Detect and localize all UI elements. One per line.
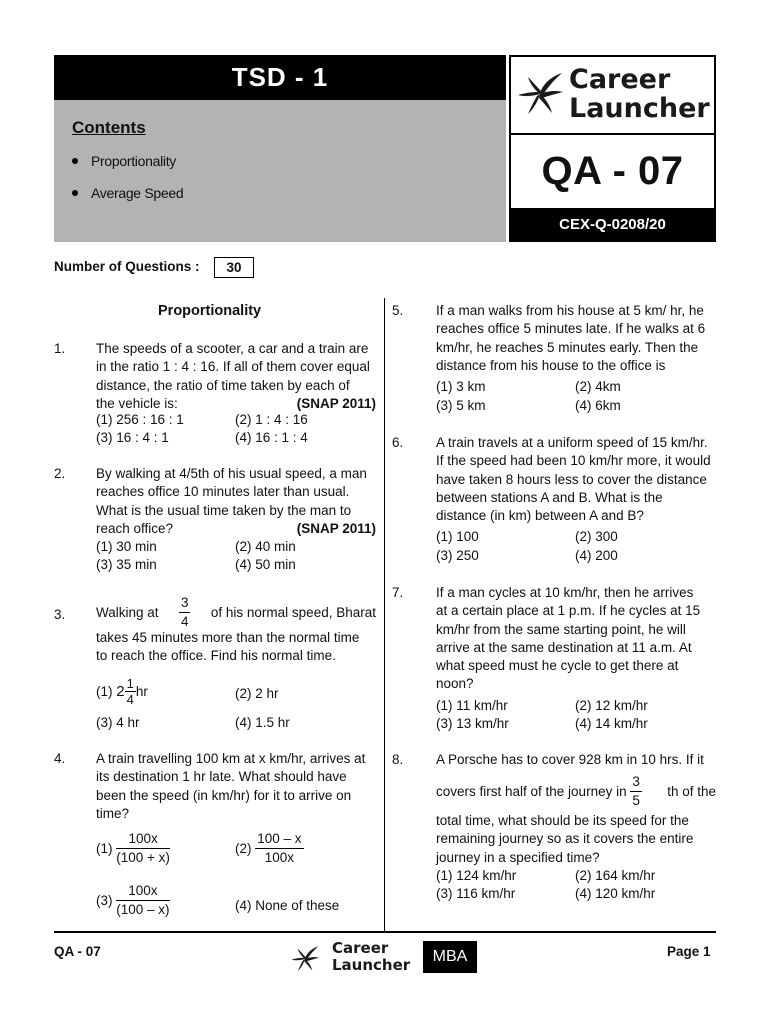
question-2: By walking at 4/5th of his usual speed, a man reaches office 10 minutes later than usual. What is the usual time taken by the man to reach office? (SNAP 2011) [96, 465, 376, 538]
option: (4) None of these [235, 898, 340, 913]
question-number: 1. [54, 341, 66, 356]
num-questions-value: 30 [214, 257, 254, 278]
question-number: 5. [392, 303, 404, 318]
footer-divider [54, 931, 716, 933]
fraction: $\frac{100x}{(100 + x)}$ [116, 831, 170, 865]
fraction: $\frac{3}{5}$ [632, 774, 640, 809]
logo-text-launcher: Launcher [569, 93, 710, 124]
option: (1) $\frac{100x}{(100 + x)}$ [96, 831, 170, 865]
question-8: A Porsche has to cover 928 km in 10 hrs. If it [436, 752, 704, 767]
document-code: CEX-Q-0208/20 [559, 216, 666, 233]
question-1: The speeds of a scooter, a car and a train are in the ratio 1 : 4 : 16. If all of them cover equal distance, the ratio of time taken by each of the vehicle is: (SNAP 2011) [96, 340, 376, 413]
source-tag: (SNAP 2011) [296, 395, 376, 411]
option: (2) 2 hr [235, 686, 279, 701]
option: (3) 4 hr [96, 715, 140, 730]
bullet-icon [72, 190, 78, 196]
contents-heading: Contents [72, 118, 146, 137]
option: (3) 116 km/hr [436, 886, 516, 901]
question-number: 3. [54, 607, 66, 622]
career-launcher-logo-icon [516, 71, 564, 117]
option: (4) 16 : 1 : 4 [235, 430, 308, 445]
fraction: $\frac{1}{4}$ [126, 676, 134, 707]
option: (2) 164 km/hr [575, 868, 656, 883]
career-launcher-logo-icon [290, 945, 320, 973]
module-code: QA - 07 [511, 135, 714, 208]
option: (4) 120 km/hr [575, 886, 656, 901]
column-divider [384, 298, 385, 931]
option: (1) 256 : 16 : 1 [96, 412, 184, 427]
option: (1) 3 km [436, 379, 486, 394]
option: (3) $\frac{100x}{(100 - x)}$ [96, 883, 170, 917]
option: (2) 1 : 4 : 16 [235, 412, 308, 427]
option: (2) 40 min [235, 539, 296, 554]
bullet-icon [72, 158, 78, 164]
option: (2) 4km [575, 379, 621, 394]
option: (4) 6km [575, 398, 621, 413]
option: (3) 5 km [436, 398, 486, 413]
logo-text-career: Career [569, 64, 671, 95]
option: (1) 11 km/hr [436, 698, 508, 713]
option: (1) 2 $\frac{1}{4}$ hr [96, 676, 148, 707]
question-3: Walking at $\frac{3}{4}$ of his normal speed, Bharat [96, 594, 376, 632]
page-title: TSD - 1 [54, 55, 506, 100]
option: (3) 13 km/hr [436, 716, 509, 731]
logo [511, 57, 714, 133]
question-6: A train travels at a uniform speed of 15 km/hr. If the speed had been 10 km/hr more, it would have taken 8 hours less to cover the distance between stations A and B. What is the distance (in km) between A and B? [436, 435, 711, 524]
fraction: $\frac{100x}{(100 - x)}$ [116, 883, 170, 917]
mba-badge: MBA [423, 941, 477, 973]
option: (2) 300 [575, 529, 618, 544]
footer-module-code: QA - 07 [54, 944, 101, 959]
option: (2) $\frac{100 - x}{100x}$ [235, 831, 302, 865]
question-5: If a man walks from his house at 5 km/ hr, he reaches office 5 minutes late. If he walks at 6 km/hr, he reaches 5 minutes early. Then the distance from his house to the office is [436, 303, 706, 373]
logo-text-career: Career [332, 939, 389, 957]
fraction: $\frac{3}{4}$ [180, 595, 189, 630]
question-3-cont: takes 45 minutes more than the normal time to reach the office. Find his normal time. [96, 630, 360, 664]
option: (3) 250 [436, 548, 479, 563]
footer-logo [290, 940, 420, 976]
contents-item: Proportionality [72, 153, 176, 169]
option: (4) 14 km/hr [575, 716, 648, 731]
num-questions-label: Number of Questions : [54, 259, 200, 274]
contents-item: Average Speed [72, 185, 183, 201]
option: (4) 1.5 hr [235, 715, 290, 730]
fraction: $\frac{100 - x}{100x}$ [257, 831, 302, 865]
option: (3) 35 min [96, 557, 157, 572]
question-number: 2. [54, 466, 66, 481]
source-tag: (SNAP 2011) [296, 520, 376, 536]
question-number: 4. [54, 751, 66, 766]
question-number: 7. [392, 585, 404, 600]
question-8-fraction-line: covers first half of the journey in $\frac{3}{5}$ th of the [436, 773, 716, 811]
question-8-cont: total time, what should be its speed for the remaining journey so as it covers the entire journey in a specified time? [436, 813, 694, 865]
option: (3) 16 : 4 : 1 [96, 430, 169, 445]
option: (4) 50 min [235, 557, 296, 572]
page-number: Page 1 [667, 944, 711, 959]
option: (1) 30 min [96, 539, 157, 554]
question-7: If a man cycles at 10 km/hr, then he arrives at a certain place at 1 p.m. If he cycles at 15 km/hr from the same starting point, he will arrive at the same destination at 11 a.m. At what speed must he cycle to get there at noon? [436, 585, 701, 692]
question-number: 6. [392, 435, 404, 450]
question-number: 8. [392, 752, 404, 767]
option: (1) 124 km/hr [436, 868, 517, 883]
section-title: Proportionality [158, 303, 262, 319]
option: (1) 100 [436, 529, 479, 544]
option: (2) 12 km/hr [575, 698, 648, 713]
logo-text-launcher: Launcher [332, 956, 411, 974]
option: (4) 200 [575, 548, 618, 563]
question-4: A train travelling 100 km at x km/hr, arrives at its destination 1 hr late. What should have been the speed (in km/hr) for it to arrive on time? [96, 751, 366, 821]
